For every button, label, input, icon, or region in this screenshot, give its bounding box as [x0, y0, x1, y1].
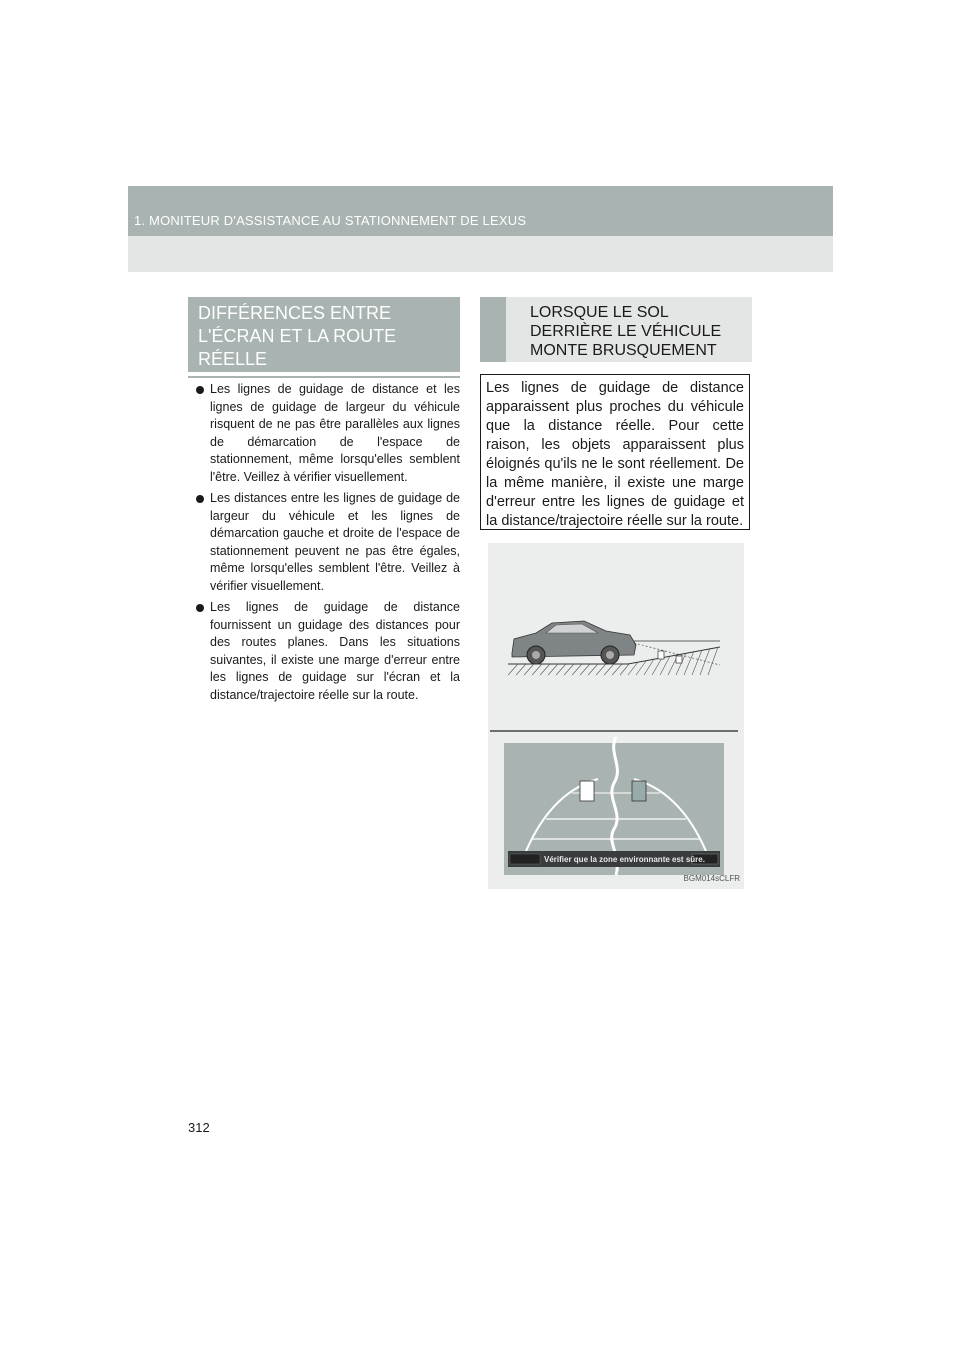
bullet-icon	[196, 495, 204, 503]
right-section-title: LORSQUE LE SOL DERRIÈRE LE VÉHICULE MONTE BRUSQUEMENT	[530, 304, 722, 359]
left-bullet-list	[196, 381, 460, 708]
page-number: 312	[188, 1120, 210, 1135]
figure-code: BGM014sCLFR	[683, 874, 740, 883]
slope-illustration	[488, 543, 744, 889]
chapter-header	[128, 186, 833, 236]
section-divider	[188, 376, 460, 378]
car-side-icon	[512, 621, 636, 664]
right-section-heading	[480, 297, 752, 362]
bullet-icon	[196, 386, 204, 394]
chapter-title: 1. MONITEUR D'ASSISTANCE AU STATIONNEMENT DE LEXUS	[134, 213, 527, 228]
left-section-title: DIFFÉRENCES ENTRE L'ÉCRAN ET LA ROUTE RÉELLE	[198, 303, 397, 369]
heading-accent-bar	[480, 297, 506, 362]
bullet-icon	[196, 604, 204, 612]
screen-message: Vérifier que la zone environnante est sûre.	[544, 855, 705, 864]
list-item: Les lignes de guidage de distance fournissent un guidage des distances pour des routes planes. Dans les situations suivantes, il existe une marge d'erreur entre les lignes de guidage sur l'écran et la distance/trajectoire réelle sur la route.	[196, 599, 460, 704]
right-section-body: Les lignes de guidage de distance apparaissent plus proches du véhicule que la distance réelle. Pour cette raison, les objets apparaissent plus éloignés qu'ils ne le sont réellement. De la même manière, il existe une marge d'erreur entre les lignes de guidage et la distance/trajectoire réelle sur la route.	[480, 374, 750, 530]
list-item: Les distances entre les lignes de guidage de largeur du véhicule et les lignes de démarcation gauche et droite de l'espace de stationnement peuvent ne pas être égales, même lorsqu'elles semblent l'être. Veillez à vérifier visuellement.	[196, 490, 460, 595]
header-band	[128, 236, 833, 272]
illustration	[488, 543, 744, 889]
list-item: Les lignes de guidage de distance et les lignes de guidage de largeur du véhicule risquent de ne pas être parallèles aux lignes de démarcation de l'espace de stationnement, même lorsqu'elles semblent l'être. Veillez à vérifier visuellement.	[196, 381, 460, 486]
left-section-heading	[188, 297, 460, 372]
